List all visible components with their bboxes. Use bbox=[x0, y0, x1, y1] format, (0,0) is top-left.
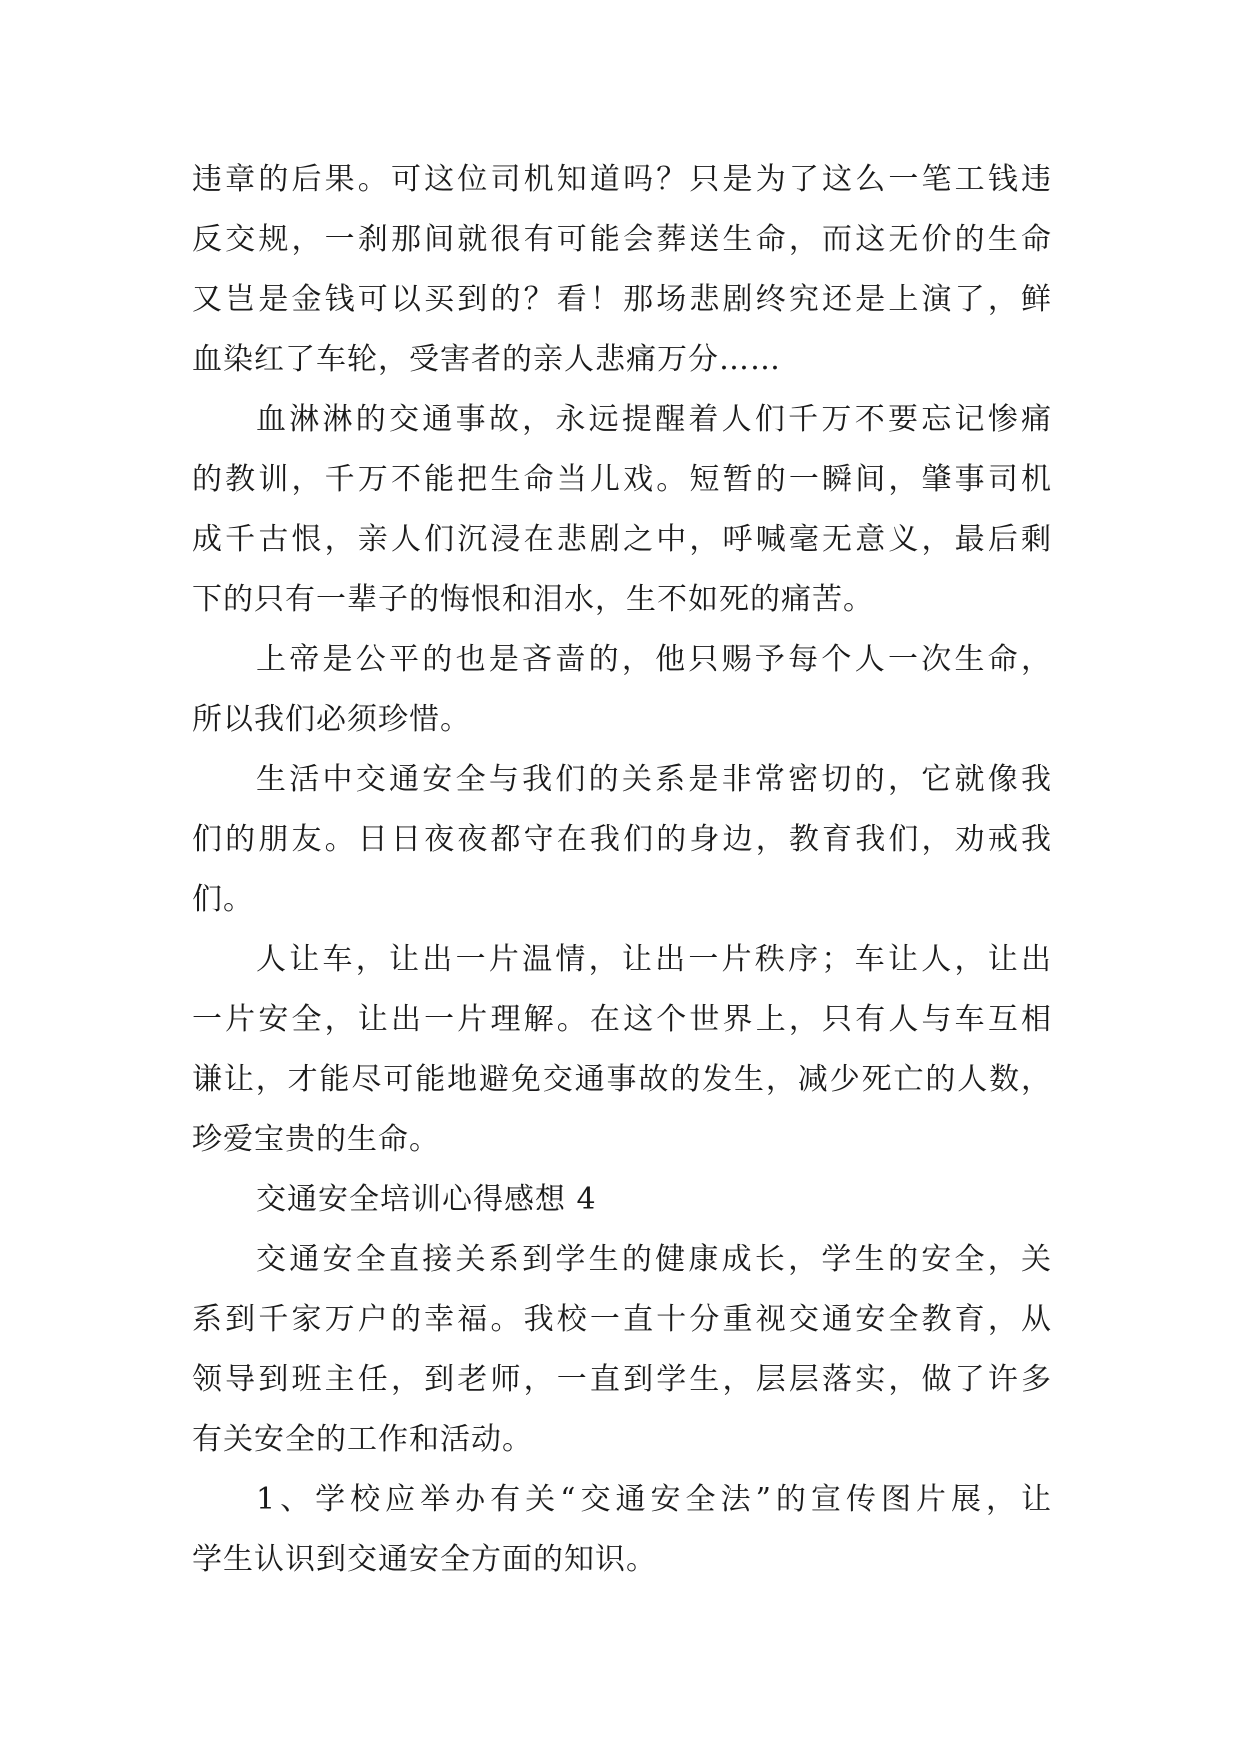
section-heading-text: 交通安全培训心得感想 4 bbox=[256, 1182, 597, 1217]
text-line: 1、学校应举办有关“交通安全法”的宣传图片展，让 bbox=[256, 1482, 1052, 1517]
text-line: 违章的后果。可这位司机知道吗？只是为了这么一笔工钱违 bbox=[192, 162, 1052, 197]
paragraph-1 bbox=[192, 150, 1052, 390]
text-line: 又岂是金钱可以买到的？看！那场悲剧终究还是上演了，鲜 bbox=[192, 282, 1052, 317]
text-line: 系到千家万户的幸福。我校一直十分重视交通安全教育，从 bbox=[192, 1302, 1052, 1337]
text-line: 珍爱宝贵的生命。 bbox=[192, 1122, 440, 1157]
text-line: 们。 bbox=[192, 882, 254, 917]
text-line: 的教训，千万不能把生命当儿戏。短暂的一瞬间，肇事司机 bbox=[192, 462, 1052, 497]
text-line: 生活中交通安全与我们的关系是非常密切的，它就像我 bbox=[256, 762, 1052, 797]
text-line: 一片安全，让出一片理解。在这个世界上，只有人与车互相 bbox=[192, 1002, 1052, 1037]
text-line: 领导到班主任，到老师，一直到学生，层层落实，做了许多 bbox=[192, 1362, 1052, 1397]
text-line: 有关安全的工作和活动。 bbox=[192, 1422, 533, 1457]
text-line: 们的朋友。日日夜夜都守在我们的身边，教育我们，劝戒我 bbox=[192, 822, 1052, 857]
text-line: 成千古恨，亲人们沉浸在悲剧之中，呼喊毫无意义，最后剩 bbox=[192, 522, 1052, 557]
text-line: 学生认识到交通安全方面的知识。 bbox=[192, 1542, 657, 1577]
text-line: 交通安全直接关系到学生的健康成长，学生的安全，关 bbox=[256, 1242, 1052, 1277]
text-line: 反交规，一刹那间就很有可能会葬送生命，而这无价的生命 bbox=[192, 222, 1052, 257]
paragraph-6 bbox=[192, 1230, 1052, 1470]
text-line: 所以我们必须珍惜。 bbox=[192, 702, 471, 737]
text-line: 下的只有一辈子的悔恨和泪水，生不如死的痛苦。 bbox=[192, 582, 874, 617]
paragraph-4 bbox=[192, 750, 1052, 930]
text-line: 谦让，才能尽可能地避免交通事故的发生，减少死亡的人数， bbox=[192, 1062, 1052, 1097]
text-line: 血淋淋的交通事故，永远提醒着人们千万不要忘记惨痛 bbox=[256, 402, 1052, 437]
paragraph-2 bbox=[192, 390, 1052, 630]
section-heading bbox=[192, 1170, 1052, 1230]
text-line: 上帝是公平的也是吝啬的，他只赐予每个人一次生命， bbox=[256, 642, 1052, 677]
paragraph-3 bbox=[192, 630, 1052, 750]
paragraph-7 bbox=[192, 1470, 1052, 1590]
text-line: 血染红了车轮，受害者的亲人悲痛万分…… bbox=[192, 342, 781, 377]
paragraph-5 bbox=[192, 930, 1052, 1170]
text-line: 人让车，让出一片温情，让出一片秩序；车让人，让出 bbox=[256, 942, 1052, 977]
document-page bbox=[192, 150, 1052, 1590]
